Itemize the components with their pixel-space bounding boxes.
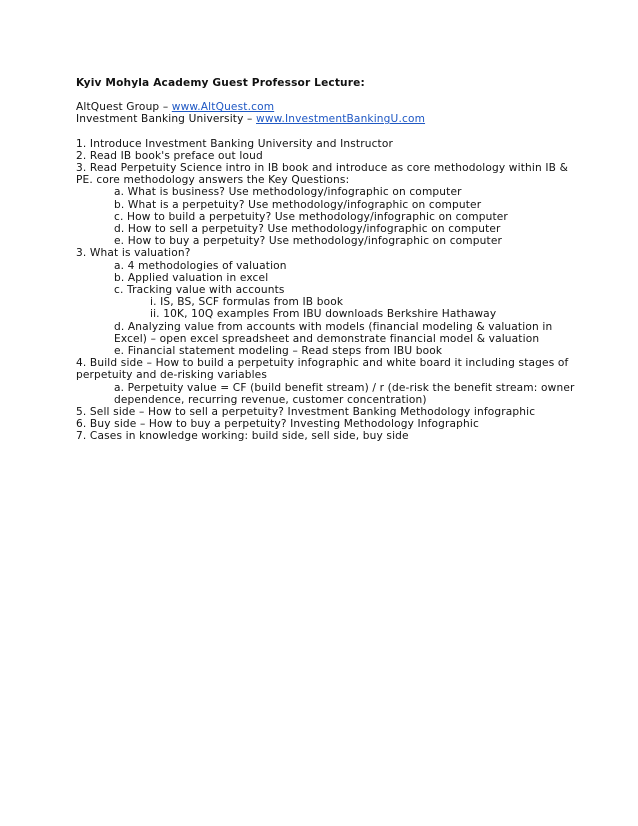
ibu-line	[76, 113, 576, 125]
outline-item: 6. Buy side – How to buy a perpetuity? Investing Methodology Infographic	[76, 418, 479, 431]
spacer	[76, 126, 576, 138]
outline-subsubitem: ii. 10K, 10Q examples From IBU downloads Berkshire Hathaway	[150, 308, 497, 321]
outline-item: 1. Introduce Investment Banking University and Instructor	[76, 137, 393, 150]
outline-item: 4. Build side – How to build a perpetuity infographic and white board it including stages of	[76, 357, 569, 370]
outline-subitem: d. How to sell a perpetuity? Use methodology/infographic on computer	[114, 223, 501, 236]
outline-subitem-continuation: dependence, recurring revenue, customer concentration)	[114, 393, 427, 406]
outline-subitem: a. 4 methodologies of valuation	[114, 259, 287, 272]
outline-item-continuation: perpetuity and de-risking variables	[76, 369, 268, 382]
outline-subitem: e. Financial statement modeling – Read steps from IBU book	[114, 345, 443, 358]
outline-subitem: b. What is a perpetuity? Use methodology/infographic on computer	[114, 198, 482, 211]
page-title: Kyiv Mohyla Academy Guest Professor Lecture:	[76, 77, 365, 89]
outline-subitem: a. Perpetuity value = CF (build benefit stream) / r (de-risk the benefit stream: owner	[114, 381, 575, 394]
outline-item: 7. Cases in knowledge working: build side, sell side, buy side	[76, 430, 409, 443]
outline-item: 2. Read IB book's preface out loud	[76, 149, 263, 162]
outline-subitem-continuation: Excel) – open excel spreadsheet and demonstrate financial model & valuation	[114, 332, 540, 345]
altquest-link[interactable]: www.AltQuest.com	[171, 101, 275, 114]
outline-item: 3. What is valuation?	[76, 247, 191, 260]
document-page	[76, 77, 576, 443]
outline-subitem: a. What is business? Use methodology/infographic on computer	[114, 186, 462, 199]
outline-item: 3. Read Perpetuity Science intro in IB book and introduce as core methodology within IB &	[76, 162, 568, 175]
altquest-label: AltQuest Group –	[76, 101, 172, 114]
outline-subitem: c. How to build a perpetuity? Use methodology/infographic on computer	[114, 210, 508, 223]
outline-subitem: c. Tracking value with accounts	[114, 284, 285, 297]
ibu-label: Investment Banking University –	[76, 113, 257, 126]
outline-subitem: b. Applied valuation in excel	[114, 271, 269, 284]
outline-subitem: d. Analyzing value from accounts with models (financial modeling & valuation in	[114, 320, 553, 333]
outline-subsubitem: i. IS, BS, SCF formulas from IB book	[150, 296, 344, 309]
altquest-line	[76, 101, 576, 113]
outline-item: 5. Sell side – How to sell a perpetuity? Investment Banking Methodology infographic	[76, 406, 536, 419]
outline-subitem: e. How to buy a perpetuity? Use methodology/infographic on computer	[114, 235, 502, 248]
outline-item: PE. core methodology answers the Key Questions:	[76, 174, 350, 187]
ibu-link[interactable]: www.InvestmentBankingU.com	[256, 113, 426, 126]
